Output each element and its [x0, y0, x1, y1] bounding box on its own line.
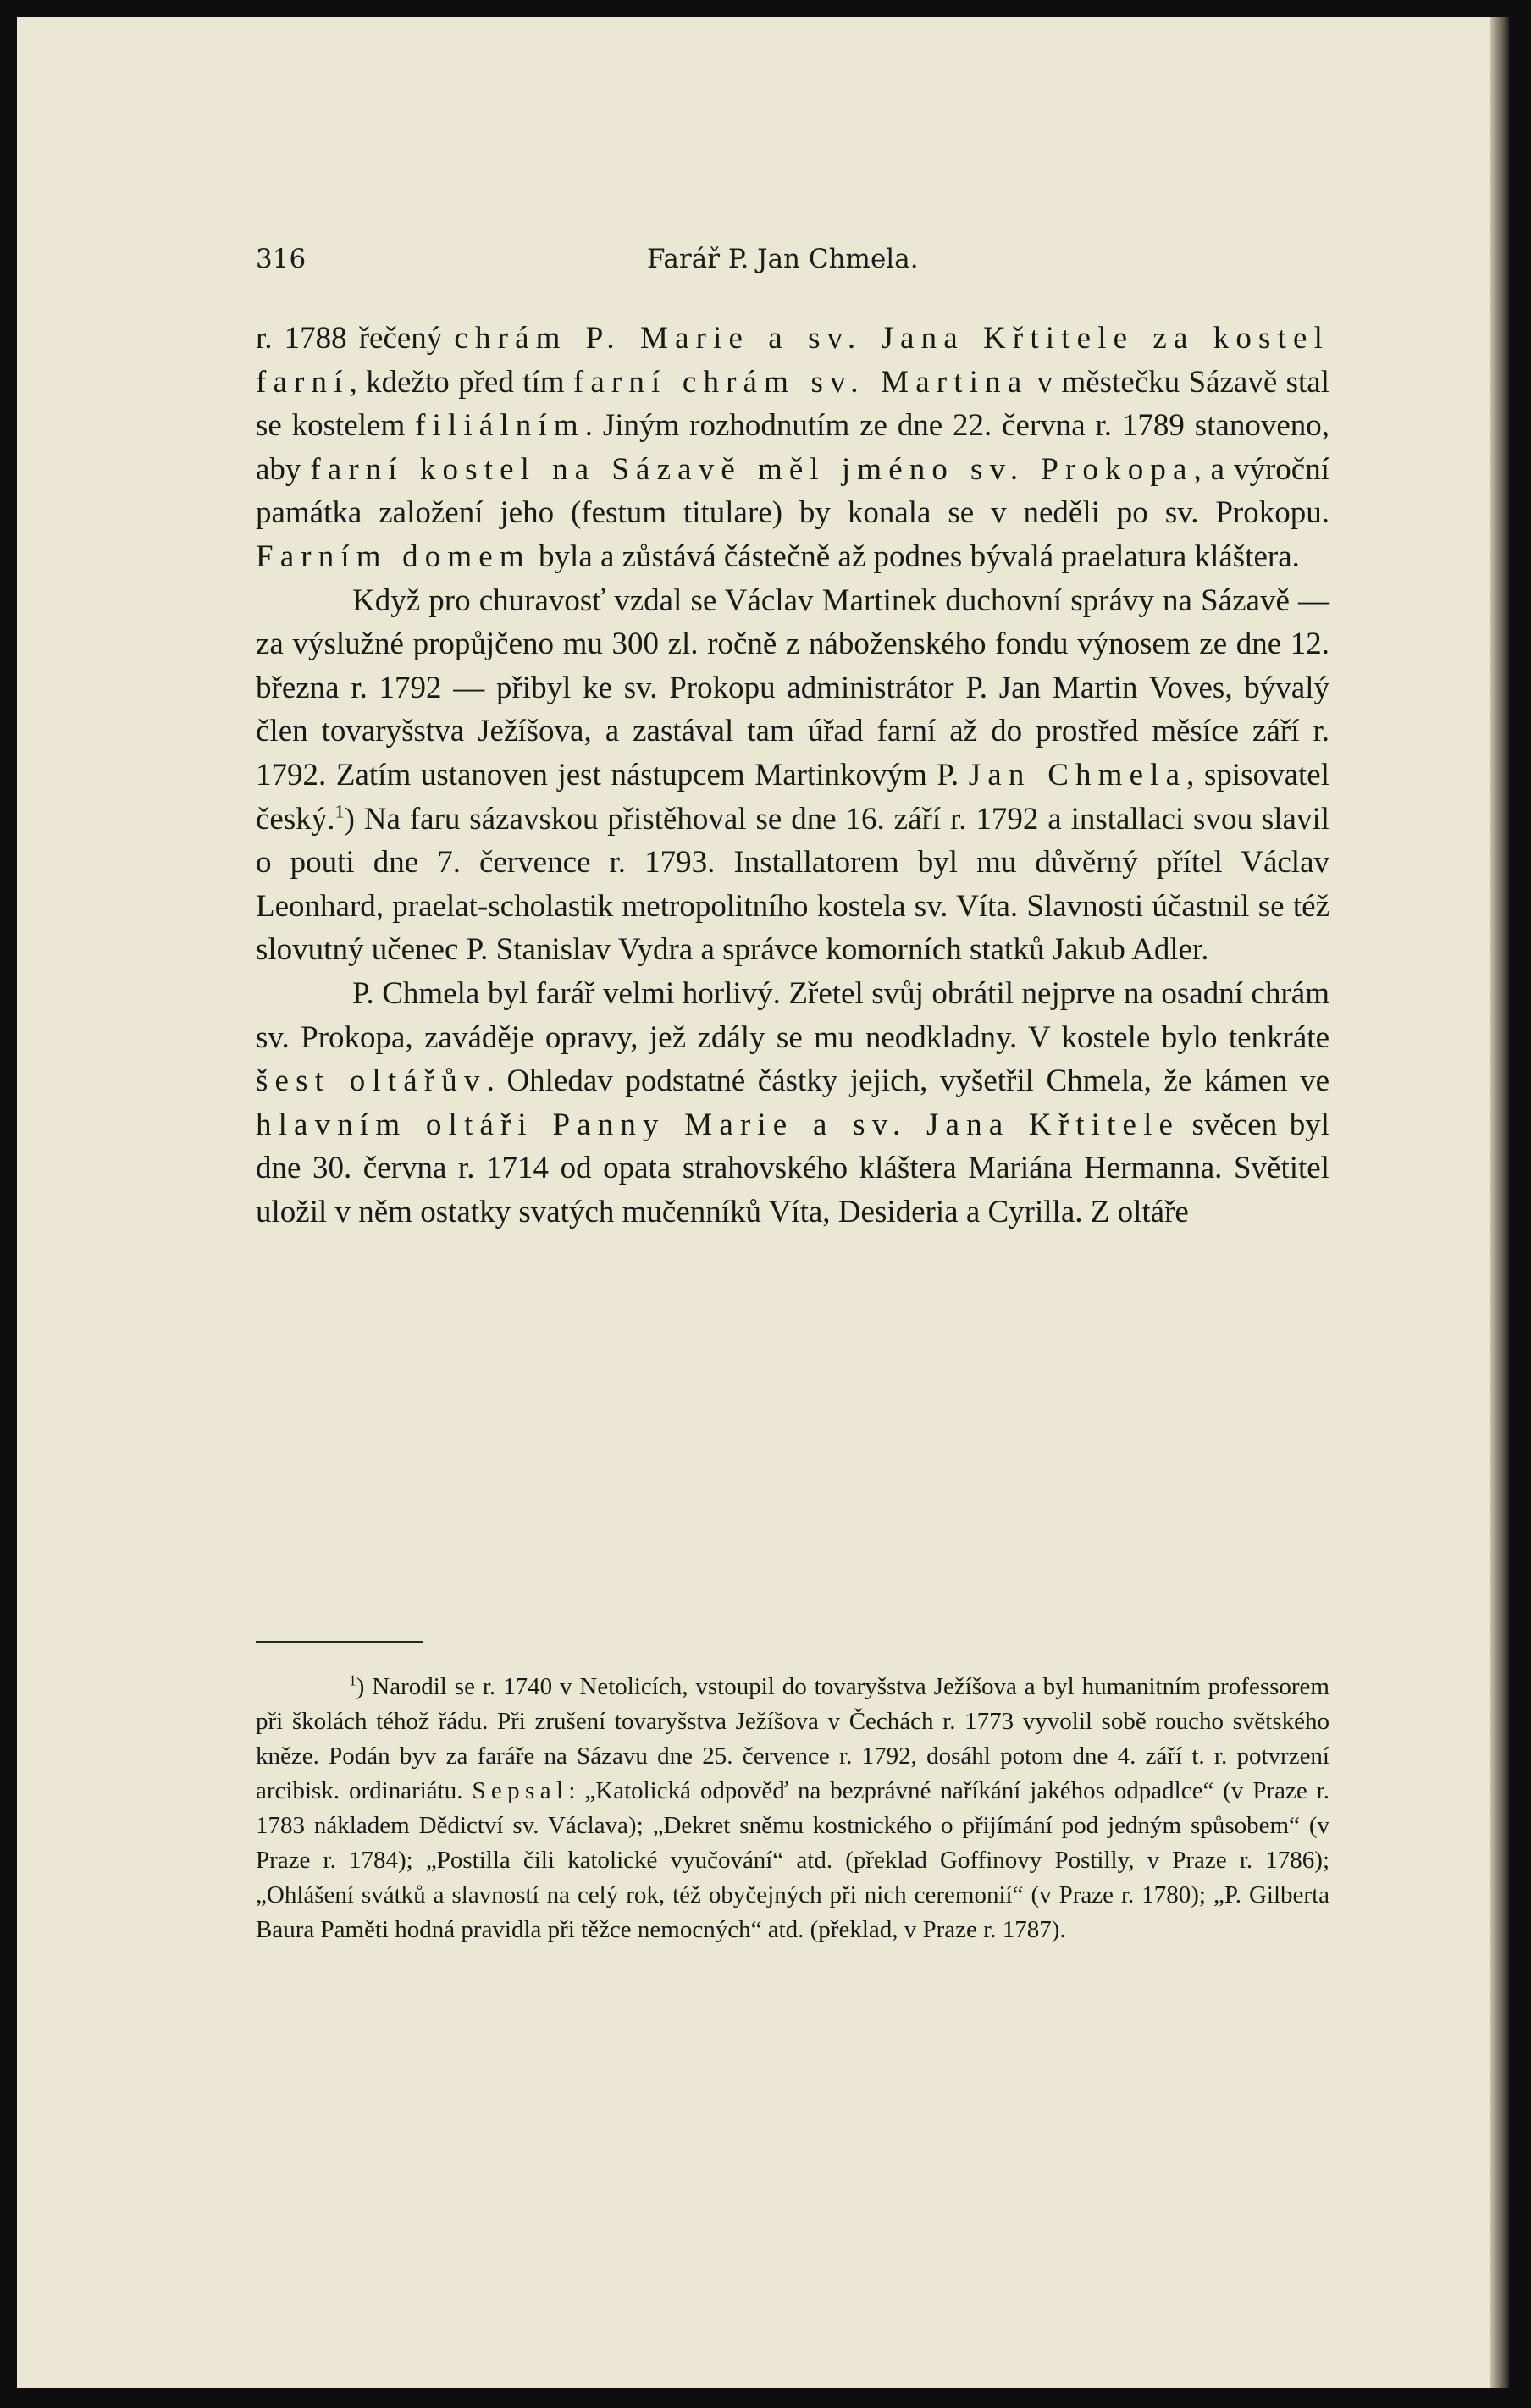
- book-page: [17, 17, 1509, 2388]
- footnote: [256, 1670, 1329, 1947]
- text-run: : „Katolická odpověď na bezprávné naříkání jakéhos odpadlce“ (v Praze r. 1783 nákladem Dědictví sv. Václava); „Dekret sněmu kostnického o přijímání pod jedným spůsobem“ (v Praze r. 1784); „Postilla čili katolické vyučování“ atd. (překlad Goffinovy Postilly, v Praze r. 1786); „Ohlášení svátků a slavností na celý rok, též obyčejných při nich ceremonií“ (v Praze r. 1780); „P. Gilberta Baura Paměti hodná pravidla při těžce nemocných“ atd. (překlad, v Praze r. 1787).: [256, 1777, 1329, 1943]
- paragraph: [256, 579, 1329, 972]
- text-run: svěcen byl dne 30. června r. 1714 od opata strahovského kláštera Mariána Hermanna. Světitel uložil v něm ostatky svatých mučenníků Víta, Desideria a Cyrilla. Z oltáře: [256, 1107, 1329, 1229]
- paragraph: [256, 972, 1329, 1234]
- text-run: Když pro churavosť vzdal se Václav Martinek duchovní správy na Sázavě — za výslužné propůjčeno mu 300 zl. ročně z náboženského fondu výnosem ze dne 12. března r. 1792 — přibyl ke sv. Prokopu administrátor P. Jan Martin Voves, bývalý člen tovaryšstva Ježíšova, a zastával tam úřad farní až do prostřed měsíce září r. 1792. Zatím ustanoven jest nástupcem Martinkovým P.: [256, 583, 1329, 793]
- page-edge-shadow: [1490, 17, 1509, 2388]
- spaced-emphasis: Farním domem: [256, 538, 531, 574]
- main-text: [256, 317, 1329, 1234]
- text-run: . Jiným rozhodnutím ze dne 22. června r. 1789 stanoveno, aby: [256, 408, 1329, 487]
- text-run: , a výroční památka založení jeho (festum titulare) by konala se v neděli po sv. Prokopu.: [256, 451, 1329, 531]
- text-run: , kdežto před tím: [349, 364, 573, 400]
- page-number: 316: [256, 244, 307, 274]
- footnote-marker: 1: [334, 800, 345, 822]
- spaced-emphasis: filiálním: [415, 408, 585, 444]
- spaced-emphasis: Sepsal: [472, 1777, 569, 1804]
- text-run: v městečku Sázavě stal se kostelem: [256, 364, 1329, 444]
- footnote-marker: 1: [349, 1671, 356, 1689]
- running-title: Farář P. Jan Chmela.: [647, 244, 919, 274]
- spaced-emphasis: šest oltářův: [256, 1063, 487, 1099]
- spaced-emphasis: farní kostel na Sázavě měl jméno sv. Prokopa: [310, 451, 1194, 487]
- text-run: byla a zůstává částečně až podnes bývalá praelatura kláštera.: [530, 538, 1300, 574]
- spaced-emphasis: chrám P. Marie a sv. Jana Křtitele za kostel farní: [256, 321, 1329, 400]
- text-run: ) Narodil se r. 1740 v Netolicích, vstoupil do tovaryšstva Ježíšova a byl humanitním professorem při školách téhož řádu. Při zrušení tovaryšstva Ježíšova v Čechách r. 1773 vyvolil sobě roucho světského kněze. Podán byv za faráře na Sázavu dne 25. července r. 1792, dosáhl potom dne 4. září t. r. potvrzení arcibisk. ordinariátu.: [256, 1673, 1329, 1804]
- running-head: [256, 244, 1348, 281]
- spaced-emphasis: farní chrám sv. Martina: [572, 364, 1029, 400]
- text-run: , spisovatel český.: [256, 757, 1329, 837]
- text-run: r. 1788 řečený: [256, 321, 455, 356]
- paragraph: [256, 317, 1329, 579]
- text-run: . Ohledav podstatné částky jejich, vyšetřil Chmela, že kámen ve: [486, 1063, 1330, 1099]
- text-run: P. Chmela byl farář velmi horlivý. Zřetel svůj obrátil nejprve na osadní chrám sv. Prokopa, zaváděje opravy, jež zdály se mu neodkladny. V kostele bylo tenkráte: [256, 975, 1329, 1055]
- spaced-emphasis: hlavním oltáři Panny Marie a sv. Jana Křtitele: [256, 1107, 1180, 1142]
- footnote-divider: [256, 1641, 423, 1643]
- spaced-emphasis: Jan Chmela: [968, 757, 1187, 793]
- text-run: ) Na faru sázavskou přistěhoval se dne 16. září r. 1792 a installaci svou slavil o pouti dne 7. července r. 1793. Installatorem byl mu důvěrný přítel Václav Leonhard, praelat-scholastik metropolitního kostela sv. Víta. Slavnosti účastnil se též slovutný učenec P. Stanislav Vydra a správce komorních statků Jakub Adler.: [256, 801, 1329, 968]
